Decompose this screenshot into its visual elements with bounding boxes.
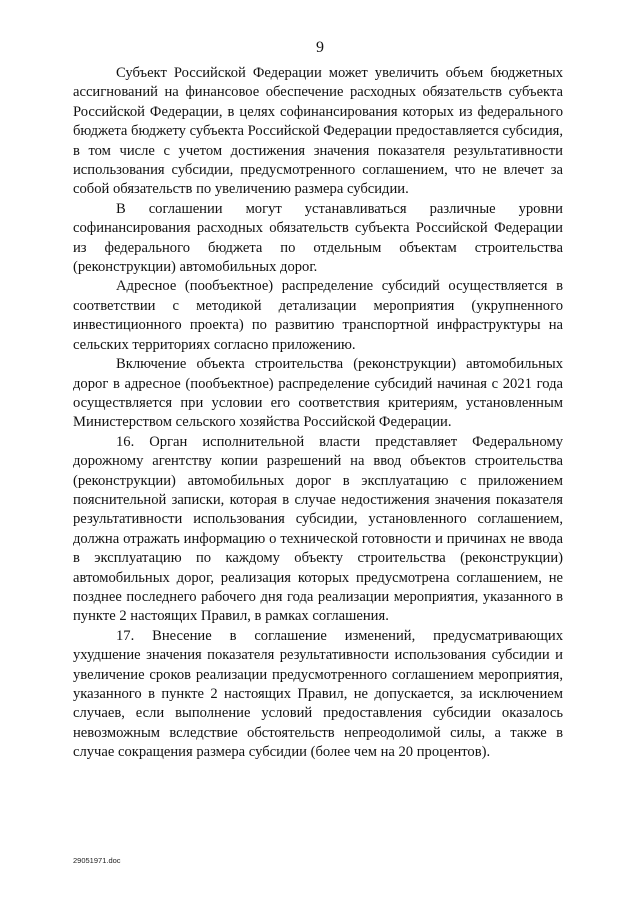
page-number: 9 <box>316 39 324 56</box>
paragraph-item-16: 16. Орган исполнительной власти представляет Федеральному дорожному агентству копии разрешений на ввод объектов строительства (реконструкции) автомобильных дорог в эксплуатацию с приложением пояснительной записки, которая в случае недостижения значения показателя результативности использования субсидии, установленного соглашением, должна отражать информацию о технической готовности и причинах не ввода в эксплуатацию по каждому объекту строительства (реконструкции) автомобильных дорог, реализация которых предусмотрена соглашением, не позднее последнего рабочего дня года реализации мероприятия, указанного в пункте 2 настоящих Правил, в рамках соглашения. <box>73 433 563 625</box>
paragraph: Включение объекта строительства (реконструкции) автомобильных дорог в адресное (пообъектное) распределение субсидий начиная с 2021 года осуществляется при условии его соответствия критериям, установленным Министерством сельского хозяйства Российской Федерации. <box>73 356 563 431</box>
paragraph: Адресное (пообъектное) распределение субсидий осуществляется в соответствии с методикой детализации мероприятия (укрупненного инвестиционного проекта) по развитию транспортной инфраструктуры на сельских территориях согласно приложению. <box>73 278 563 353</box>
paragraph-item-17: 17. Внесение в соглашение изменений, предусматривающих ухудшение значения показателя результативности использования субсидии и увеличение сроков реализации предусмотренного соглашением мероприятия, указанного в пункте 2 настоящих Правил, не допускается, за исключением случаев, если выполнение условий предоставления субсидии оказалось невозможным вследствие обстоятельств непреодолимой силы, а также в случае сокращения размера субсидии (более чем на 20 процентов). <box>73 627 563 761</box>
paragraph: В соглашении могут устанавливаться различные уровни софинансирования расходных обязательств субъекта Российской Федерации из федерального бюджета по отдельным объектам строительства (реконструкции) автомобильных дорог. <box>73 200 563 276</box>
footer-filename: 29051971.doc <box>73 856 121 865</box>
document-body <box>73 64 563 763</box>
paragraph: Субъект Российской Федерации может увеличить объем бюджетных ассигнований на финансовое обеспечение расходных обязательств субъекта Российской Федерации, в целях софинансирования которых из федерального бюджета бюджету субъекта Российской Федерации предоставляется субсидия, в том числе с учетом достижения значения показателя результативности использования субсидии, предусмотренного соглашением, что не влечет за собой обязательств по увеличению размера субсидии. <box>73 65 564 198</box>
